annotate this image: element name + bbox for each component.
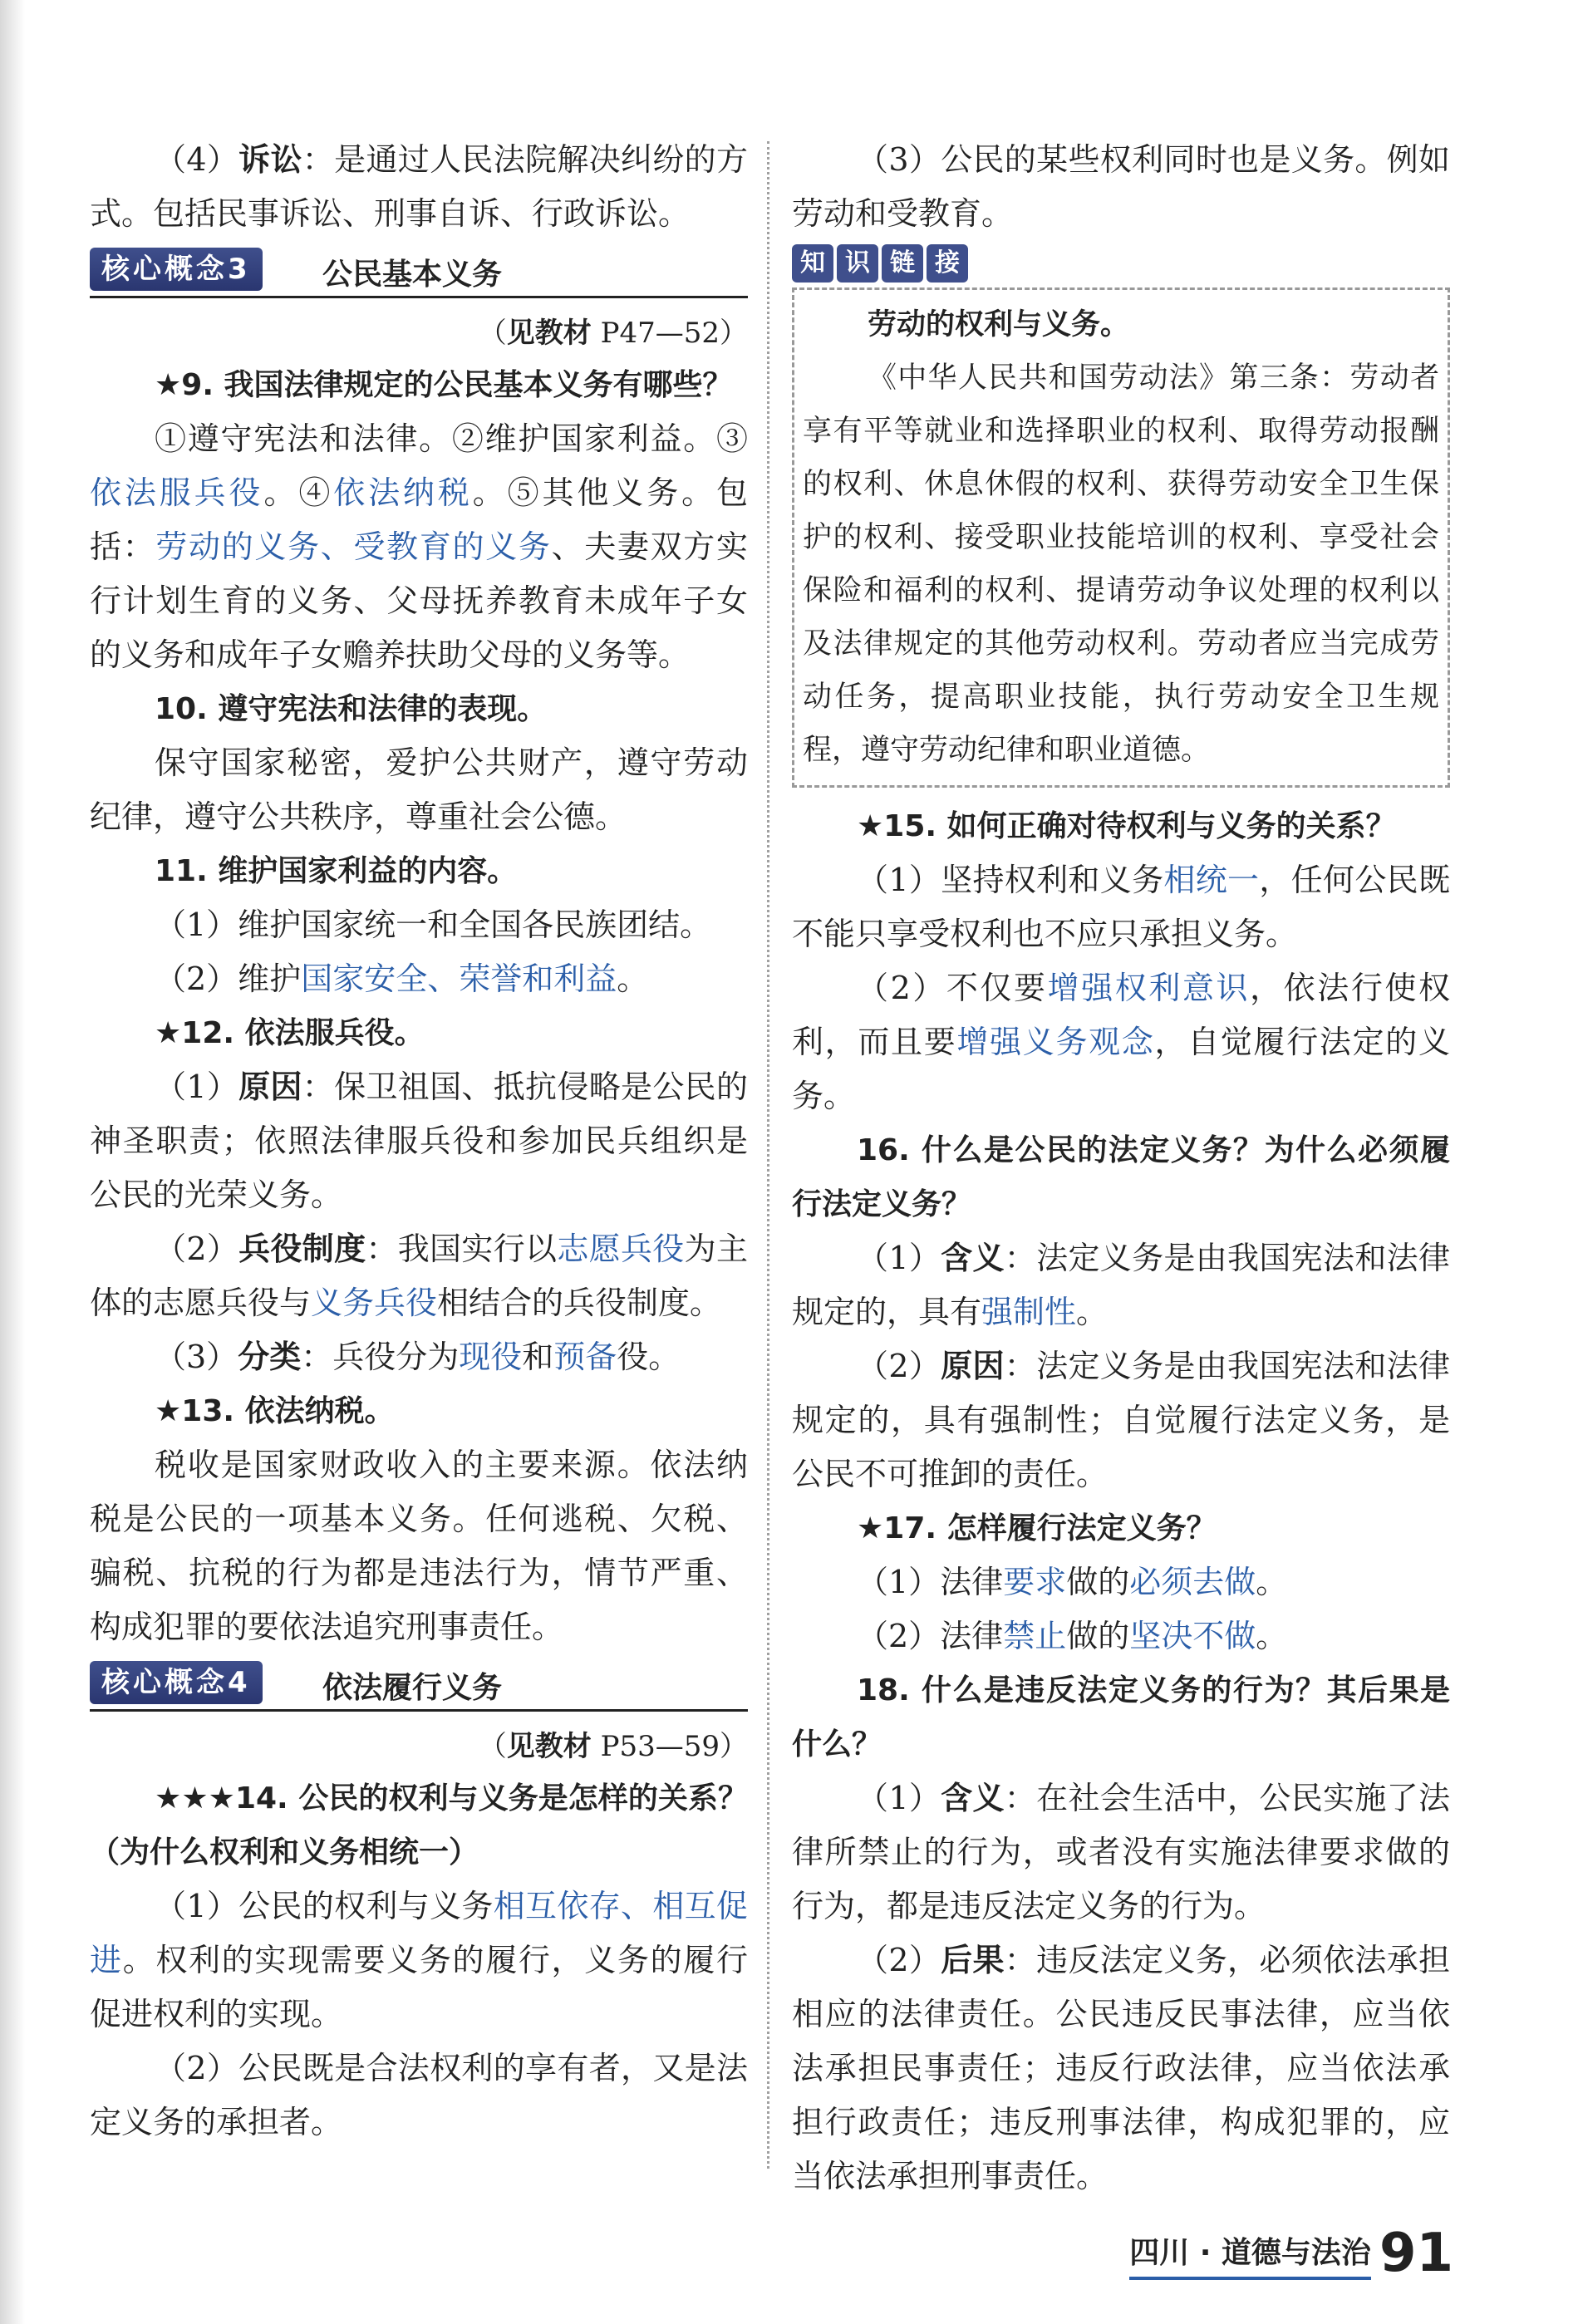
answer-12-3: （3）分类：兵役分为现役和预备役。: [155, 1339, 681, 1375]
page-number: 91: [1379, 2223, 1453, 2284]
answer-13: 税收是国家财政收入的主要来源。依法纳税是公民的一项基本义务。任何逃税、欠税、骗税、抗税的行为都是违法行为，情节严重、构成犯罪的要依法追究刑事责任。: [90, 1447, 748, 1645]
knowledge-link-body: 《中华人民共和国劳动法》第三条：劳动者享有平等就业和选择职业的权利、取得劳动报酬的权利、休息休假的权利、获得劳动安全卫生保护的权利、接受职业技能培训的权利、享受社会保险和福利的权利、提请劳动争议处理的权利以及法律规定的其他劳动权利。劳动者应当完成劳动任务，提高职业技能，执行劳动安全卫生规程，遵守劳动纪律和职业道德。: [803, 361, 1439, 767]
footer-label: 四川 · 道德与法治: [1129, 2229, 1371, 2280]
textbook-reference: （见教材 P53—59）: [478, 1730, 748, 1763]
answer-11-1: （1）维护国家统一和全国各民族团结。: [155, 907, 712, 943]
answer-18-2: （2）后果：违反法定义务，必须依法承担相应的法律责任。公民违反民事法律，应当依法承担民事责任；违反行政法律，应当依法承担行政责任；违反刑事法律，构成犯罪的，应当依法承担刑事责任。: [792, 1942, 1450, 2194]
section-header-concept-4: [90, 1659, 748, 1712]
answer-15-2: （2）不仅要增强权利意识，依法行使权利，而且要增强义务观念，自觉履行法定的义务。: [792, 970, 1450, 1114]
answer-17-2: （2）法律禁止做的坚决不做。: [857, 1618, 1288, 1654]
question-15: ★15. 如何正确对待权利与义务的关系？: [857, 809, 1396, 843]
answer-16-2: （2）原因：法定义务是由我国宪法和法律规定的，具有强制性；自觉履行法定义务，是公民不可推卸的责任。: [792, 1348, 1450, 1492]
question-12: ★12. 依法服兵役。: [155, 1016, 425, 1050]
answer-12-2: （2）兵役制度：我国实行以志愿兵役为主体的志愿兵役与义务兵役相结合的兵役制度。: [90, 1231, 748, 1321]
link-tile: 接: [927, 244, 968, 283]
section-title: 依法履行义务: [322, 1671, 503, 1705]
left-column: [90, 133, 748, 2150]
answer-15-1: （1）坚持权利和义务相统一，任何公民既不能只享受权利也不应只承担义务。: [792, 862, 1450, 952]
answer-14-3: （3）公民的某些权利同时也是义务。例如劳动和受教育。: [792, 141, 1450, 232]
question-9: ★9. 我国法律规定的公民基本义务有哪些？: [155, 368, 733, 402]
answer-10: 保守国家秘密，爱护公共财产，遵守劳动纪律，遵守公共秩序，尊重社会公德。: [90, 744, 748, 835]
column-divider: [767, 141, 769, 2169]
answer-11-2: （2）维护国家安全、荣誉和利益。: [155, 961, 649, 997]
answer-17-1: （1）法律要求做的必须去做。: [857, 1564, 1288, 1600]
link-tile: 链: [882, 244, 923, 283]
question-17: ★17. 怎样履行法定义务？: [857, 1511, 1217, 1545]
answer-9: ①遵守宪法和法律。②维护国家利益。③依法服兵役。④依法纳税。⑤其他义务。包括：劳动的义务、受教育的义务、夫妻双方实行计划生育的义务、父母抚养教育未成年子女的义务和成年子女赡养扶助父母的义务等。: [90, 420, 748, 673]
section-title: 公民基本义务: [322, 258, 503, 292]
section-header-concept-3: [90, 246, 748, 298]
question-11: 11. 维护国家利益的内容。: [155, 854, 518, 888]
section-badge: 核心概念4: [90, 1661, 263, 1704]
link-tile: 知: [792, 244, 833, 283]
page-edge-shadow: [0, 0, 25, 2324]
answer-14-2: （2）公民既是合法权利的享有者，又是法定义务的承担者。: [90, 2050, 748, 2140]
answer-16-1: （1）含义：法定义务是由我国宪法和法律规定的，具有强制性。: [792, 1240, 1450, 1330]
answer-14-1: （1）公民的权利与义务相互依存、相互促进。权利的实现需要义务的履行，义务的履行促进权利的实现。: [90, 1888, 748, 2032]
question-18: 18. 什么是违反法定义务的行为？其后果是什么？: [792, 1673, 1450, 1761]
knowledge-link-header: [792, 244, 1450, 283]
link-tile: 识: [837, 244, 878, 283]
page-footer: [1129, 2223, 1453, 2284]
answer-18-1: （1）含义：在社会生活中，公民实施了法律所禁止的行为，或者没有实施法律要求做的行为，都是违反法定义务的行为。: [792, 1780, 1450, 1924]
knowledge-link-title: 劳动的权利与义务。: [868, 308, 1130, 341]
question-14: ★★★14. 公民的权利与义务是怎样的关系？（为什么权利和义务相统一）: [90, 1781, 748, 1870]
answer-12-1: （1）原因：保卫祖国、抵抗侵略是公民的神圣职责；依照法律服兵役和参加民兵组织是公民的光荣义务。: [90, 1069, 748, 1213]
knowledge-link-box: [792, 287, 1450, 788]
question-13: ★13. 依法纳税。: [155, 1394, 395, 1428]
question-16: 16. 什么是公民的法定义务？为什么必须履行法定义务？: [792, 1133, 1450, 1221]
paragraph-litigation: （4）诉讼：是通过人民法院解决纠纷的方式。包括民事诉讼、刑事自诉、行政诉讼。: [90, 141, 748, 232]
textbook-reference: （见教材 P47—52）: [478, 317, 748, 350]
question-10: 10. 遵守宪法和法律的表现。: [155, 692, 548, 726]
right-column: [792, 133, 1450, 2204]
section-badge: 核心概念3: [90, 248, 263, 291]
